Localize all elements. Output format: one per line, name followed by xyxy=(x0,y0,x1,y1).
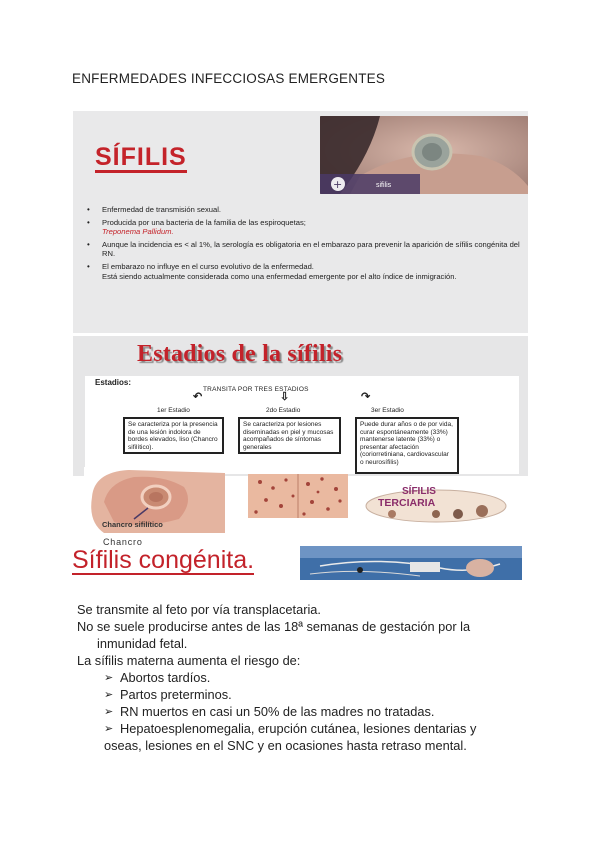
list-item: ➢ Abortos tardíos. xyxy=(104,670,517,686)
chancro-caption: Chancro xyxy=(103,537,143,547)
condom-photo xyxy=(320,116,528,194)
paragraph: La sífilis materna aumenta el riesgo de: xyxy=(77,653,301,668)
arrow-left-icon: ↶ xyxy=(193,391,203,403)
list-item-continuation: oseas, lesiones en el SNC y en ocasiones hasta retraso mental. xyxy=(104,738,467,753)
list-item: • Producida por una bacteria de la familia de las espiroquetas; Treponema Pallidum. xyxy=(87,218,527,237)
slide-title: Estadios de la sífilis xyxy=(137,341,343,367)
list-item: • El embarazo no influye en el curso evolutivo de la enfermedad. Está siendo actualmente considerada como una enfermedad emergente por el alto índice de inmigración. xyxy=(87,262,527,281)
stage-3-label: 3er Estadio xyxy=(371,407,404,414)
bullet-list xyxy=(87,205,527,284)
congenital-text xyxy=(77,602,517,755)
tertiary-label-2: TERCIARIA xyxy=(378,497,436,509)
tertiary-label-1: SÍFILIS xyxy=(402,486,436,497)
paragraph: inmunidad fetal. xyxy=(97,636,188,651)
arrow-down-icon: ⇩ xyxy=(280,391,290,403)
newborn-photo xyxy=(300,546,522,580)
photo-caption: sifilis xyxy=(376,182,392,189)
stage-3-box: Puede durar años o de por vida, curar espontáneamente (33%) mantenerse latente (33%) o presentar afectación (coriorretiniana, cardiovascular o neurosífilis) xyxy=(355,417,459,474)
chancre-label: Chancro sifilítico xyxy=(102,520,163,529)
paragraph: Se transmite al feto por vía transplacetaria. xyxy=(77,602,321,617)
document-title: ENFERMEDADES INFECCIOSAS EMERGENTES xyxy=(72,71,386,86)
risk-list xyxy=(77,670,517,754)
tertiary-syphilis-image xyxy=(362,481,510,523)
svg-text:+: + xyxy=(333,178,343,191)
slide-title: SÍFILIS xyxy=(95,143,187,171)
italic-term: Treponema Pallidum. xyxy=(102,227,174,237)
arrow-right-icon: ↷ xyxy=(361,391,371,403)
list-item: ➢ Partos preterminos. xyxy=(104,687,517,703)
stage-1-box: Se caracteriza por la presencia de una lesión indolora de bordes elevados, liso (Chancro sifilítico). xyxy=(123,417,224,454)
slide-sifilis xyxy=(73,111,528,333)
list-item: ➢ Hepatoesplenomegalia, erupción cutánea, lesiones dentarias y xyxy=(104,721,517,737)
list-item: • Aunque la incidencia es < al 1%, la serología es obligatoria en el embarazo para prevenir la aparición de sífilis congénita del RN. xyxy=(87,240,527,259)
slide-estadios xyxy=(73,336,528,476)
stages-diagram xyxy=(85,376,519,474)
rash-image xyxy=(248,474,348,518)
paragraph: No se suele producirse antes de las 18ª semanas de gestación por la xyxy=(77,619,471,634)
stages-label: Estadios: xyxy=(95,378,132,387)
slide-title: Sífilis congénita. xyxy=(72,546,255,574)
stage-2-label: 2do Estadio xyxy=(266,407,301,414)
stages-subtitle: TRANSITA POR TRES ESTADIOS xyxy=(203,386,309,393)
stage-2-box: Se caracteriza por lesiones diseminadas en piel y mucosas acompañados de síntomas generales xyxy=(238,417,341,454)
list-item: ➢ RN muertos en casi un 50% de las madres no tratadas. xyxy=(104,704,517,720)
stage-1-label: 1er Estadio xyxy=(157,407,190,414)
list-item: • Enfermedad de transmisión sexual. xyxy=(87,205,527,215)
